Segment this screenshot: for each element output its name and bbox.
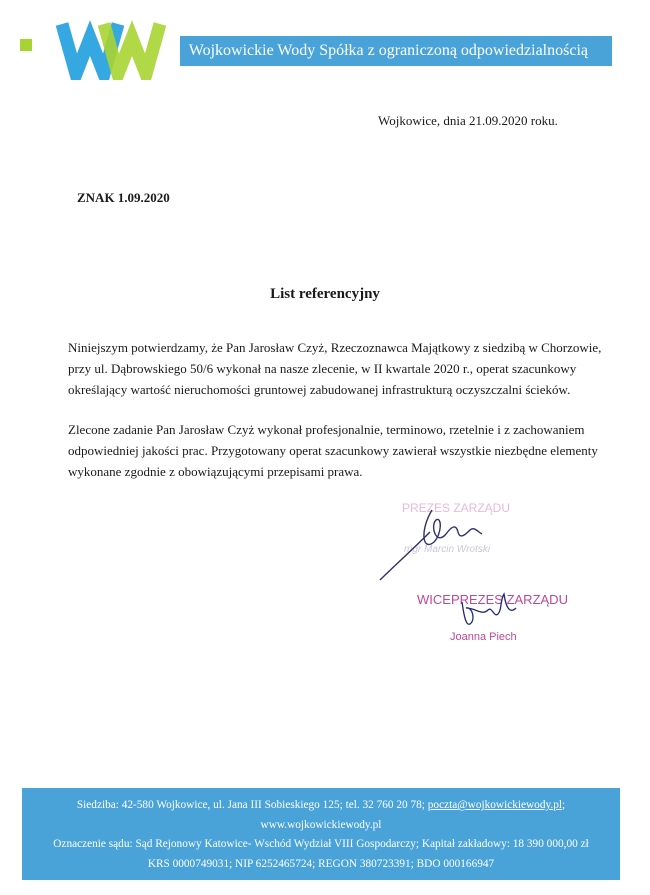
- paragraph-2: [68, 419, 598, 482]
- footer-court-info: Oznaczenie sądu: Sąd Rejonowy Katowice- Wschód Wydział VIII Gospodarczy; Kapitał zakładowy: 18 390 000,00 zł: [53, 838, 589, 850]
- logo-w-green: [104, 24, 160, 74]
- paragraph-line: przy ul. Dąbrowskiego 50/6 wykonał na nasze zlecenie, w II kwartale 2020 r., operat szacunkowy: [68, 361, 577, 376]
- letter-date: Wojkowice, dnia 21.09.2020 roku.: [378, 113, 558, 128]
- footer-address-line: [22, 796, 620, 816]
- stamp-vicepresident-title: WICEPREZES ZARZĄDU: [417, 592, 568, 607]
- footer-address: Siedziba: 42-580 Wojkowice, ul. Jana III Sobieskiego 125; tel. 32 760 20 78;: [76, 799, 425, 811]
- footer-email-suffix: ;: [562, 799, 566, 811]
- stamp-president-name: mgr Marcin Wrotski: [404, 544, 491, 555]
- company-name: Wojkowickie Wody Spółka z ograniczoną odpowiedzialnością: [188, 42, 588, 59]
- paragraph-line: określający wartość nieruchomości gruntowej zabudowanej infrastrukturą oczyszczalni ścieków.: [68, 382, 571, 397]
- paragraph-line: Zlecone zadanie Pan Jarosław Czyż wykonał profesjonalnie, terminowo, rzetelnie i z zachowaniem: [68, 422, 585, 437]
- logo-square: [20, 39, 32, 51]
- paragraph-1: [68, 337, 602, 400]
- company-name-banner: [180, 36, 612, 66]
- signatures-block: [370, 490, 570, 650]
- stamp-vicepresident-name: Joanna Piech: [450, 631, 517, 643]
- paragraph-line: odpowiedniej jakości prac. Przygotowany operat szacunkowy zawierał wszystkie niezbędne elementy: [68, 443, 598, 458]
- ww-logo-mark: [18, 20, 178, 80]
- footer-registry-info: KRS 0000749031; NIP 6252465724; REGON 380723391; BDO 000166947: [147, 857, 495, 870]
- document-title: List referencyjny: [270, 286, 380, 302]
- reference-number: ZNAK 1.09.2020: [77, 190, 170, 205]
- paragraph-line: Niniejszym potwierdzamy, że Pan Jarosław Czyż, Rzeczoznawca Majątkowy z siedzibą w Chorzowie,: [68, 340, 602, 355]
- company-logo: [18, 20, 178, 80]
- footer-bar: [22, 788, 620, 880]
- stamp-president-title: PREZES ZARZĄDU: [402, 501, 511, 515]
- footer-website-link[interactable]: www.wojkowickiewody.pl: [260, 818, 382, 831]
- footer-email-link[interactable]: poczta@wojkowickiewody.pl: [427, 799, 562, 811]
- paragraph-line: wykonane zgodnie z obowiązującymi przepisami prawa.: [68, 464, 363, 479]
